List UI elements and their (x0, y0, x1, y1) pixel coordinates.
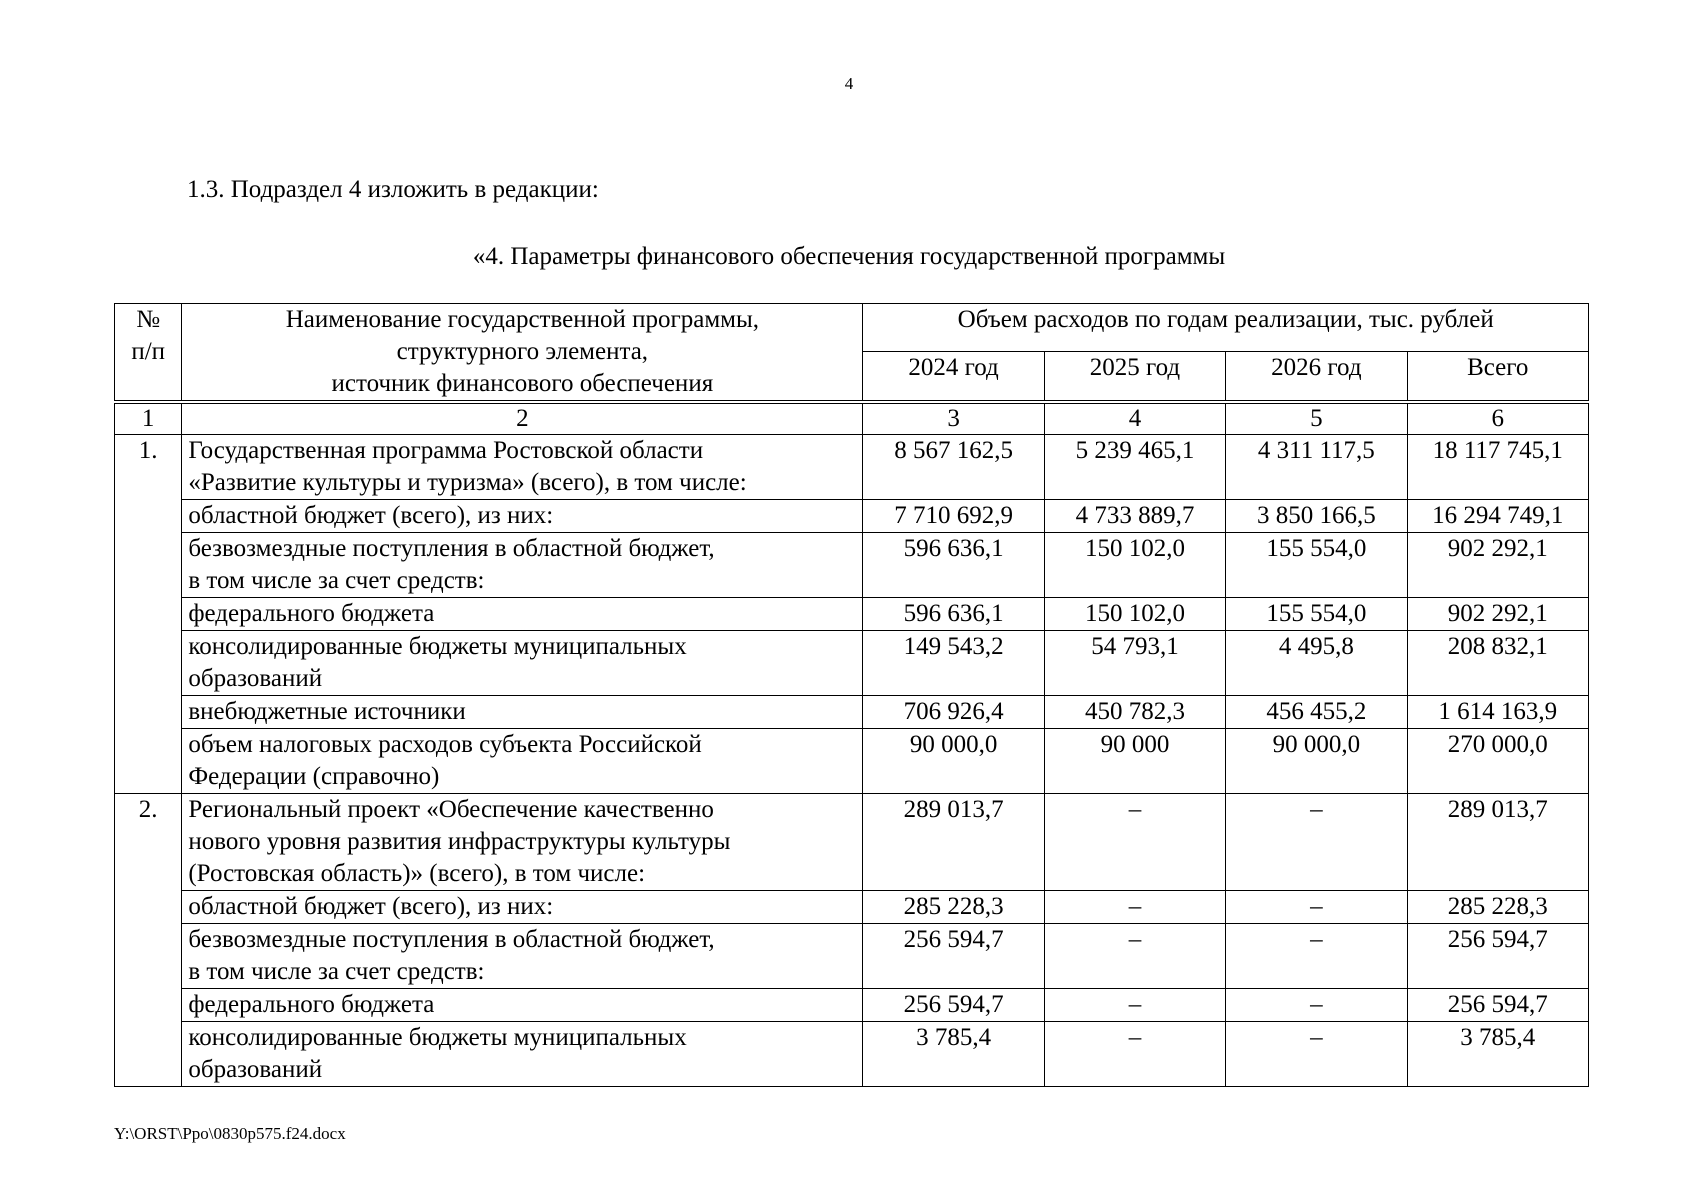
header-total: Всего (1407, 352, 1588, 402)
value-total: 270 000,0 (1407, 729, 1588, 794)
row-name (182, 533, 863, 598)
value-total: 1 614 163,9 (1407, 696, 1588, 729)
value-2025: 450 782,3 (1044, 696, 1225, 729)
column-number: 1 (115, 402, 182, 435)
row-name-line: консолидированные бюджеты муниципальных (188, 633, 687, 660)
table-row (115, 631, 1589, 696)
value-2024: 8 567 162,5 (863, 435, 1044, 500)
header-name-line1: Наименование государственной программы, (285, 306, 760, 333)
header-name-line2: структурного элемента, (396, 338, 649, 365)
financing-table (114, 303, 1589, 1087)
value-2026: – (1226, 891, 1407, 924)
row-number: 1. (115, 435, 182, 794)
value-total: 3 785,4 (1407, 1022, 1588, 1087)
row-name-line: (Ростовская область)» (всего), в том числе: (188, 860, 646, 887)
value-2026: – (1226, 989, 1407, 1022)
value-total: 18 117 745,1 (1407, 435, 1588, 500)
value-2026: 456 455,2 (1226, 696, 1407, 729)
value-2026: 4 311 117,5 (1226, 435, 1407, 500)
header-row-1 (115, 304, 1589, 352)
row-name-line: областной бюджет (всего), из них: (188, 502, 554, 529)
column-number: 4 (1044, 402, 1225, 435)
row-name-line: в том числе за счет средств: (188, 567, 485, 594)
page-number: 4 (844, 74, 854, 93)
value-2024: 256 594,7 (863, 924, 1044, 989)
row-name-line: федерального бюджета (188, 600, 435, 627)
header-no (115, 304, 182, 403)
header-no-line2: п/п (131, 338, 166, 365)
value-2025: – (1044, 891, 1225, 924)
table-row (115, 500, 1589, 533)
header-name (182, 304, 863, 403)
header-volume: Объем расходов по годам реализации, тыс. рублей (863, 304, 1589, 352)
value-2025: 90 000 (1044, 729, 1225, 794)
row-name-line: Федерации (справочно) (188, 763, 440, 790)
table-row (115, 891, 1589, 924)
header-name-line3: источник финансового обеспечения (331, 370, 714, 397)
column-number: 6 (1407, 402, 1588, 435)
value-2024: 3 785,4 (863, 1022, 1044, 1087)
table-row (115, 794, 1589, 891)
value-total: 16 294 749,1 (1407, 500, 1588, 533)
row-name (182, 500, 863, 533)
table-row (115, 989, 1589, 1022)
value-2026: – (1226, 794, 1407, 891)
value-2024: 596 636,1 (863, 598, 1044, 631)
row-name-line: консолидированные бюджеты муниципальных (188, 1024, 687, 1051)
row-name-line: Государственная программа Ростовской области (188, 437, 704, 464)
value-2026: 4 495,8 (1226, 631, 1407, 696)
table-row (115, 696, 1589, 729)
table-row (115, 729, 1589, 794)
table-row (115, 924, 1589, 989)
value-2024: 289 013,7 (863, 794, 1044, 891)
value-2025: – (1044, 924, 1225, 989)
row-name (182, 989, 863, 1022)
value-2026: – (1226, 924, 1407, 989)
row-name (182, 729, 863, 794)
row-name (182, 631, 863, 696)
value-total: 256 594,7 (1407, 924, 1588, 989)
intro-paragraph: 1.3. Подраздел 4 изложить в редакции: (187, 176, 599, 203)
value-2024: 285 228,3 (863, 891, 1044, 924)
row-name (182, 794, 863, 891)
row-name-line: областной бюджет (всего), из них: (188, 893, 554, 920)
table-row (115, 598, 1589, 631)
value-2026: – (1226, 1022, 1407, 1087)
row-name (182, 435, 863, 500)
header-2025: 2025 год (1044, 352, 1225, 402)
table-row (115, 1022, 1589, 1087)
value-total: 902 292,1 (1407, 533, 1588, 598)
row-name (182, 924, 863, 989)
row-name-line: образований (188, 1056, 323, 1083)
value-2025: – (1044, 989, 1225, 1022)
column-number: 2 (182, 402, 863, 435)
row-name (182, 696, 863, 729)
row-name-line: безвозмездные поступления в областной бюджет, (188, 926, 715, 953)
value-2024: 7 710 692,9 (863, 500, 1044, 533)
value-2025: 150 102,0 (1044, 533, 1225, 598)
value-2026: 155 554,0 (1226, 598, 1407, 631)
value-2025: 150 102,0 (1044, 598, 1225, 631)
row-name-line: безвозмездные поступления в областной бюджет, (188, 535, 715, 562)
header-no-line1: № (136, 306, 161, 333)
row-number: 2. (115, 794, 182, 1087)
value-2025: – (1044, 794, 1225, 891)
header-2026: 2026 год (1226, 352, 1407, 402)
row-name-line: в том числе за счет средств: (188, 958, 485, 985)
row-name (182, 598, 863, 631)
table-row (115, 533, 1589, 598)
row-name-line: федерального бюджета (188, 991, 435, 1018)
value-2024: 596 636,1 (863, 533, 1044, 598)
value-2025: 4 733 889,7 (1044, 500, 1225, 533)
value-total: 208 832,1 (1407, 631, 1588, 696)
row-name-line: «Развитие культуры и туризма» (всего), в том числе: (188, 469, 747, 496)
row-name (182, 891, 863, 924)
value-2024: 90 000,0 (863, 729, 1044, 794)
value-2026: 3 850 166,5 (1226, 500, 1407, 533)
value-2024: 149 543,2 (863, 631, 1044, 696)
row-name-line: образований (188, 665, 323, 692)
row-name-line: Региональный проект «Обеспечение качественно (188, 796, 714, 823)
section-title: «4. Параметры финансового обеспечения государственной программы (472, 243, 1226, 270)
value-2024: 256 594,7 (863, 989, 1044, 1022)
row-name-line: внебюджетные источники (188, 698, 466, 725)
column-number: 3 (863, 402, 1044, 435)
value-2025: 5 239 465,1 (1044, 435, 1225, 500)
value-2026: 90 000,0 (1226, 729, 1407, 794)
value-total: 902 292,1 (1407, 598, 1588, 631)
value-total: 285 228,3 (1407, 891, 1588, 924)
value-total: 289 013,7 (1407, 794, 1588, 891)
value-2026: 155 554,0 (1226, 533, 1407, 598)
table-row (115, 435, 1589, 500)
column-number-row (115, 402, 1589, 435)
footer-file-path: Y:\ORST\Ppo\0830p575.f24.docx (114, 1124, 346, 1143)
value-total: 256 594,7 (1407, 989, 1588, 1022)
header-2024: 2024 год (863, 352, 1044, 402)
value-2025: – (1044, 1022, 1225, 1087)
row-name (182, 1022, 863, 1087)
row-name-line: объем налоговых расходов субъекта Российской (188, 731, 702, 758)
value-2025: 54 793,1 (1044, 631, 1225, 696)
value-2024: 706 926,4 (863, 696, 1044, 729)
row-name-line: нового уровня развития инфраструктуры культуры (188, 828, 731, 855)
column-number: 5 (1226, 402, 1407, 435)
